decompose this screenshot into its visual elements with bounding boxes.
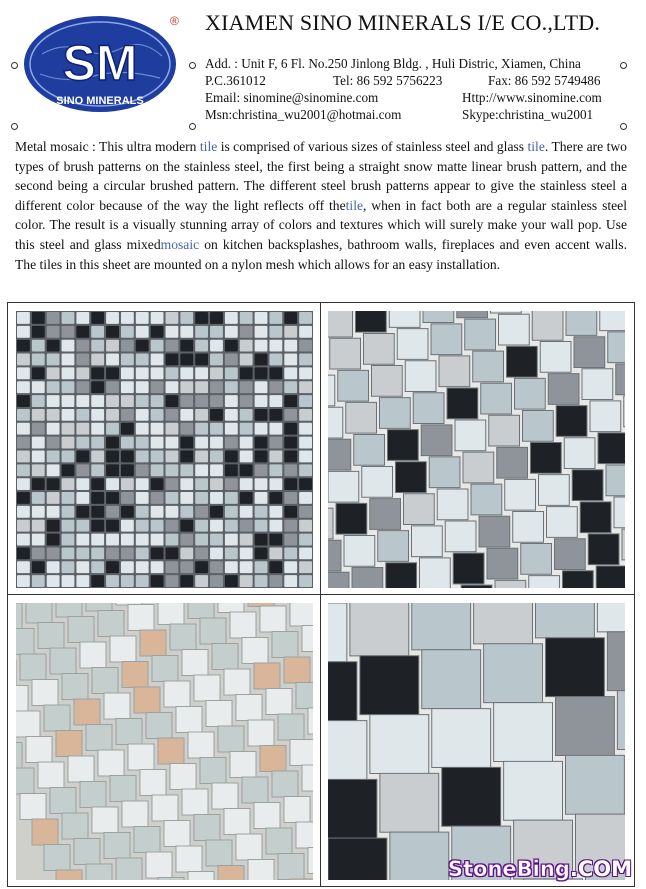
msn: Msn:christina_wu2001@hotmai.com (205, 107, 402, 122)
logo-subtext: SINO MINERALS (56, 95, 144, 107)
email: Email: sinomine@sinomine.com (205, 90, 379, 105)
frame-dot (11, 123, 18, 130)
mosaic-photo-textured (16, 603, 313, 880)
product-description: Metal mosaic : This ultra modern tile is comprised of various sizes of stainless steel and glass tile. There are two types of brush patterns on the stainless steel, the first being a straight snow matte linear brush pattern, and the second being a circular brushed pattern. The different steel brush patterns appear to give the stainless steel a different color because of the way the light reflects off thetile, when in fact both are a regular stainless steel color. The result is a visually stunning array of colors and textures which will surely make your wall pop. Use this steel and glass mixedmosaic on kitchen backsplashes, bathroom walls, fireplaces and even accent walls. The tiles in this sheet are mounted on a nylon mesh which allows for an easy installation. (15, 139, 627, 272)
grid-divider (7, 594, 635, 595)
tile-link[interactable]: tile (527, 139, 545, 154)
frame-dot (189, 123, 196, 130)
frame-dot (620, 123, 627, 130)
postcode: P.C.361012 (205, 73, 266, 88)
tile-link[interactable]: tile (199, 139, 218, 154)
website: Http://www.sinomine.com (462, 90, 602, 105)
skype: Skype:christina_wu2001 (462, 107, 594, 122)
frame-dot (620, 62, 627, 69)
mosaic-photo-flat (16, 311, 313, 588)
company-logo (22, 14, 178, 114)
logo-letters: SM (62, 35, 138, 91)
tile-link[interactable]: tile (345, 197, 364, 213)
frame-dot (11, 62, 18, 69)
telephone: Tel: 86 592 5756223 (333, 73, 443, 88)
registered-mark: ® (170, 14, 179, 28)
frame-dot (189, 62, 196, 69)
company-name: XIAMEN SINO MINERALS I/E CO.,LTD. (205, 10, 601, 35)
mosaic-photo-angled (328, 311, 625, 588)
fax: Fax: 86 592 5749486 (488, 73, 601, 88)
mosaic-link[interactable]: mosaic (160, 236, 200, 252)
company-address: Add. : Unit F, 6 Fl. No.250 Jinlong Bldg. , Huli Distric, Xiamen, China (205, 56, 581, 71)
mosaic-photo-closeup (328, 603, 625, 880)
stonebing-watermark: StoneBing.COM (447, 857, 632, 881)
